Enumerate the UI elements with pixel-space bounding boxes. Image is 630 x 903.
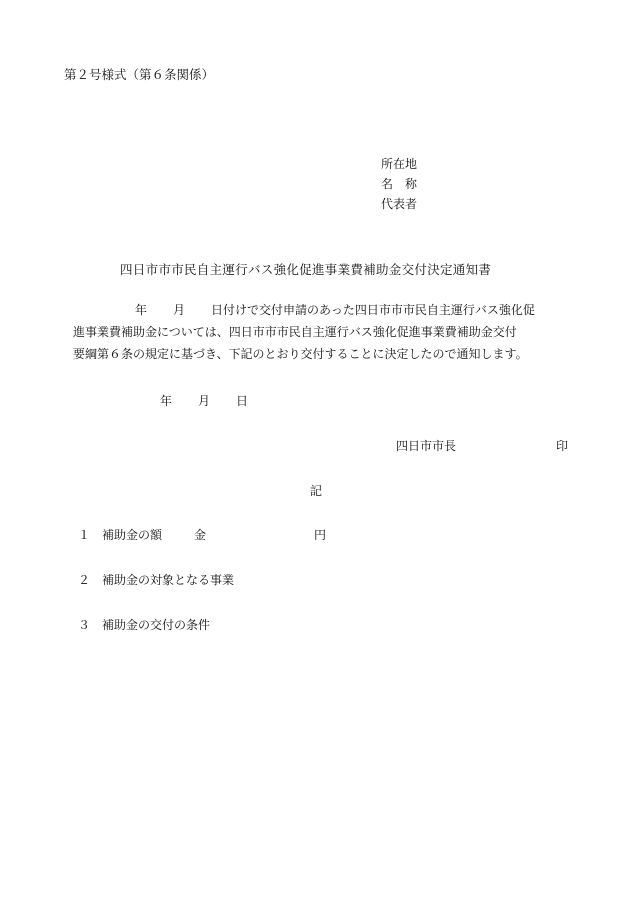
issuer-name: 四日市市長 <box>396 439 457 453</box>
item-label: 補助金の交付の条件 <box>102 618 211 632</box>
item-label: 補助金の対象となる事業 <box>102 573 235 587</box>
date-line <box>160 394 248 408</box>
issuer-line <box>396 439 568 453</box>
item-number: ２ <box>78 573 91 587</box>
document-title: 四日市市市民自主運行バス強化促進事業費補助金交付決定通知書 <box>120 262 492 277</box>
body-year-label: 年 <box>135 303 148 317</box>
addressee-block <box>381 157 417 217</box>
list-item <box>78 528 326 542</box>
amount-unit: 円 <box>314 528 327 542</box>
item-number: １ <box>78 528 91 542</box>
representative-label: 代表者 <box>381 197 418 211</box>
list-item <box>78 618 210 632</box>
name-label: 名 称 <box>381 177 418 191</box>
notes-heading: 記 <box>310 484 323 498</box>
amount-prefix: 金 <box>194 528 207 542</box>
body-line-1-text: 日付けで交付申請のあった四日市市市民自主運行バス強化促 <box>211 303 535 317</box>
date-month-label: 月 <box>198 394 211 408</box>
date-day-label: 日 <box>236 394 249 408</box>
list-item <box>78 573 234 587</box>
body-line-1 <box>73 303 578 325</box>
form-number: 第２号様式（第６条関係） <box>64 67 215 82</box>
body-text <box>73 303 578 369</box>
date-year-label: 年 <box>160 394 173 408</box>
item-number: ３ <box>78 618 91 632</box>
item-label: 補助金の額 <box>102 528 163 542</box>
seal-mark: 印 <box>555 439 568 453</box>
location-label: 所在地 <box>381 157 418 171</box>
body-line-3: 要綱第６条の規定に基づき、下記のとおり交付することに決定したので通知します。 <box>73 347 528 361</box>
body-line-2: 進事業費補助金については、四日市市市民自主運行バス強化促進事業費補助金交付 <box>73 325 517 339</box>
body-month-label: 月 <box>173 303 186 317</box>
